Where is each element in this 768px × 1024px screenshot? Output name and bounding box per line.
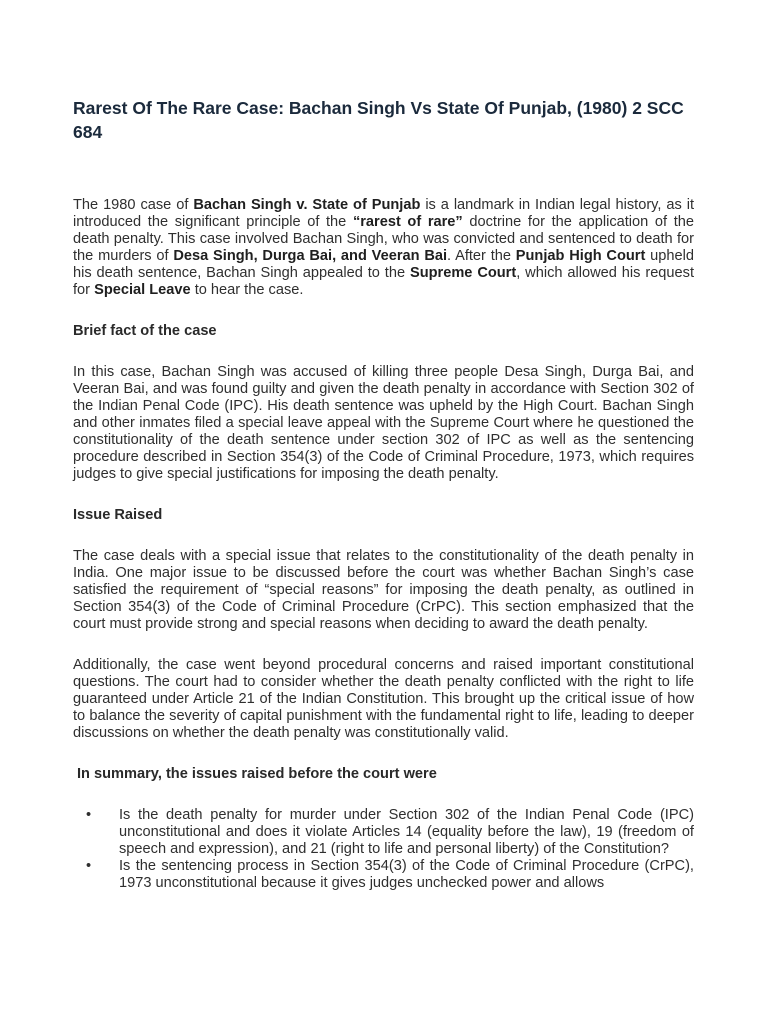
bullet-icon: • <box>86 858 92 874</box>
list-item <box>73 807 694 858</box>
intro-text-3: doctrine for the application of the death penalty. This case involved Bachan Singh, who was convicted and sentenced to death for the murders of <box>73 214 694 264</box>
list-item-text: Is the death penalty for murder under Section 302 of the Indian Penal Code (IPC) unconstitutional and does it violate Articles 14 (equality before the law), 19 (freedom of speech and expression), and 21 (right to life and personal liberty) of the Constitution? <box>119 807 694 857</box>
list-item-text: Is the sentencing process in Section 354(3) of the Code of Criminal Procedure (CrPC), 1973 unconstitutional because it gives judges unchecked power and allows <box>119 858 694 891</box>
facts-heading: Brief fact of the case <box>73 323 217 339</box>
facts-paragraph: In this case, Bachan Singh was accused of killing three people Desa Singh, Durga Bai, and Veeran Bai, and was found guilty and given the death penalty in accordance with Section 302 of the Indian Penal Code (IPC). His death sentence was upheld by the High Court. Bachan Singh and other inmates filed a special leave appeal with the Supreme Court where he questioned the constitutionality of the death sentence under section 302 of IPC as well as the sentencing procedure described in Section 354(3) of the Code of Criminal Procedure, 1973, which requires judges to give special justifications for imposing the death penalty. <box>73 364 694 482</box>
issues-paragraph-2: Additionally, the case went beyond procedural concerns and raised important constitutional questions. The court had to consider whether the death penalty conflicted with the right to life guaranteed under Article 21 of the Indian Constitution. This brought up the critical issue of how to balance the severity of capital punishment with the fundamental right to life, leading to deeper discussions on whether the death penalty was constitutionally valid. <box>73 657 694 741</box>
list-item <box>73 858 694 892</box>
intro-text-4: . After the <box>447 248 516 264</box>
intro-text-5: upheld his death sentence, Bachan Singh appealed to the <box>73 248 694 281</box>
issues-heading: Issue Raised <box>73 507 163 523</box>
intro-text-2: is a landmark in Indian legal history, as it introduced the significant principle of the <box>73 197 694 230</box>
intro-victims: Desa Singh, Durga Bai, and Veeran Bai <box>173 248 448 264</box>
intro-text-6: , which allowed his request for <box>73 265 695 298</box>
summary-list <box>73 807 694 892</box>
intro-paragraph <box>73 197 694 299</box>
intro-supreme-court: Supreme Court <box>409 265 517 281</box>
intro-high-court: Punjab High Court <box>515 248 646 264</box>
intro-text-1: The 1980 case of <box>73 197 194 213</box>
document-title: Rarest Of The Rare Case: Bachan Singh Vs State Of Punjab, (1980) 2 SCC 684 <box>73 98 684 142</box>
intro-case-name: Bachan Singh v. State of Punjab <box>193 197 421 213</box>
summary-heading: In summary, the issues raised before the court were <box>77 766 437 782</box>
issues-paragraph-1: The case deals with a special issue that relates to the constitutionality of the death penalty in India. One major issue to be discussed before the court was whether Bachan Singh’s case satisfied the requirement of “special reasons” for imposing the death penalty, as outlined in Section 354(3) of the Code of Criminal Procedure (CrPC). This section emphasized that the court must provide strong and special reasons when deciding to award the death penalty. <box>73 548 694 632</box>
intro-text-7: to hear the case. <box>190 282 304 298</box>
document-page <box>73 96 694 892</box>
bullet-icon: • <box>86 807 92 823</box>
intro-special-leave: Special Leave <box>94 282 191 298</box>
intro-doctrine: “rarest of rare” <box>352 214 463 230</box>
